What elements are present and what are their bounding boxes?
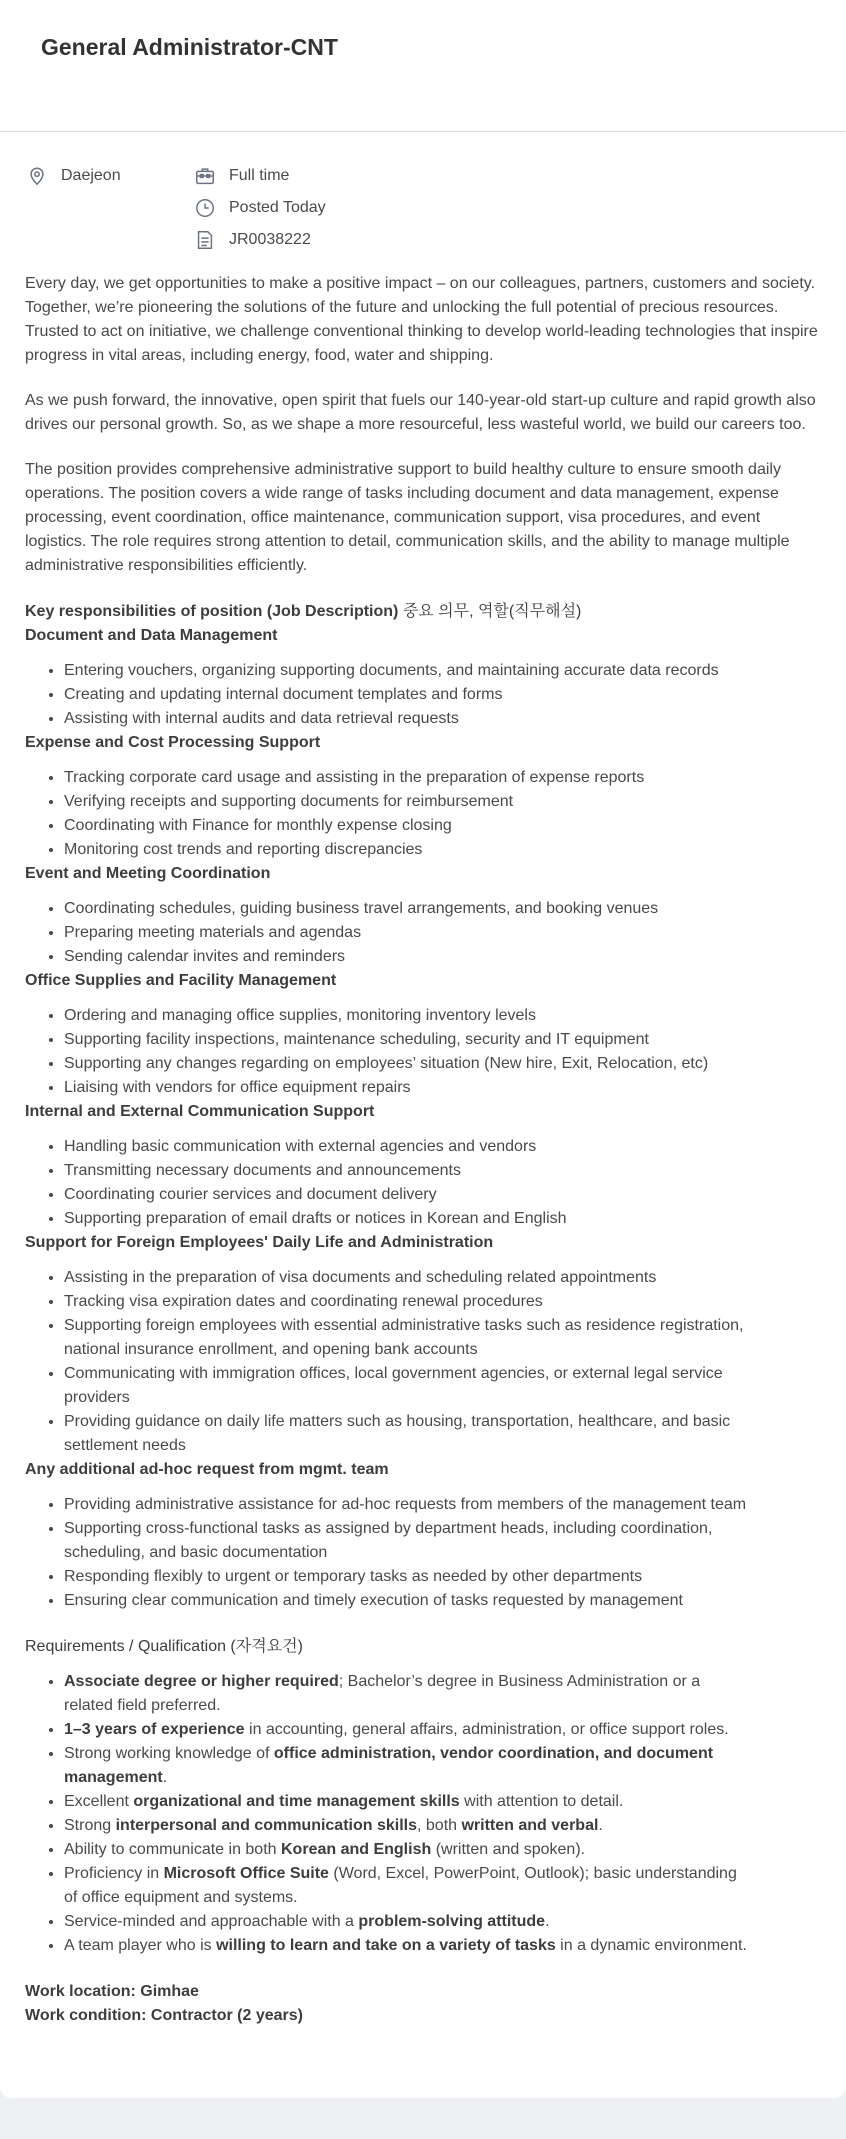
list-item: • Assisting in the preparation of visa documents and scheduling related appointments [64, 1266, 821, 1290]
requirement-item: • Strong working knowledge of office administration, vendor coordination, and document management. [64, 1742, 821, 1790]
posted-item [194, 197, 326, 219]
list-item: • Handling basic communication with external agencies and vendors [64, 1135, 821, 1159]
document-icon [194, 229, 216, 251]
intro-paragraph: The position provides comprehensive administrative support to build healthy culture to ensure smooth daily operations. The position covers a wide range of tasks including document and data management, expense processing, event coordination, office maintenance, communication support, visa procedures, and event logistics. The role requires strong attention to detail, communication skills, and the ability to manage multiple administrative responsibilities efficiently. [25, 461, 790, 574]
work-condition: Work condition: Contractor (2 years) [25, 2007, 303, 2024]
location-item [26, 165, 121, 187]
requirement-item: • Ability to communicate in both Korean and English (written and spoken). [64, 1838, 821, 1862]
list-item: • Ensuring clear communication and timely execution of tasks requested by management [64, 1589, 821, 1613]
section-title: Event and Meeting Coordination [25, 865, 271, 882]
list-item: • Creating and updating internal document templates and forms [64, 683, 821, 707]
list-item: • Coordinating schedules, guiding business travel arrangements, and booking venues [64, 897, 821, 921]
employment-type-text: Full time [229, 167, 290, 184]
section-list [25, 659, 821, 731]
requirement-item: • Excellent organizational and time management skills with attention to detail. [64, 1790, 821, 1814]
list-item: • Supporting any changes regarding on employees’ situation (New hire, Exit, Relocation, etc) [64, 1052, 821, 1076]
job-header [0, 0, 846, 132]
section-list [25, 1266, 821, 1458]
section-list [25, 766, 821, 862]
requirement-item: • Strong interpersonal and communication skills, both written and verbal. [64, 1814, 821, 1838]
list-item: • Supporting facility inspections, maintenance scheduling, security and IT equipment [64, 1028, 821, 1052]
list-item: • Sending calendar invites and reminders [64, 945, 821, 969]
section-title: Office Supplies and Facility Management [25, 972, 337, 989]
list-item: • Assisting with internal audits and data retrieval requests [64, 707, 821, 731]
section-list [25, 1493, 821, 1613]
work-location: Work location: Gimhae [25, 1983, 199, 2000]
list-item: • Tracking corporate card usage and assisting in the preparation of expense reports [64, 766, 821, 790]
list-item: • Verifying receipts and supporting documents for reimbursement [64, 790, 821, 814]
list-item: • Supporting preparation of email drafts or notices in Korean and English [64, 1207, 821, 1231]
list-item: • Liaising with vendors for office equipment repairs [64, 1076, 821, 1100]
job-meta [0, 132, 846, 272]
section-list [25, 1135, 821, 1231]
clock-icon [194, 197, 216, 219]
list-item: • Supporting cross-functional tasks as assigned by department heads, including coordination, scheduling, and basic documentation [64, 1517, 821, 1565]
list-item: • Tracking visa expiration dates and coordinating renewal procedures [64, 1290, 821, 1314]
list-item: • Entering vouchers, organizing supporting documents, and maintaining accurate data records [64, 659, 821, 683]
section-title: Support for Foreign Employees' Daily Life and Administration [25, 1234, 494, 1251]
section-title: Document and Data Management [25, 627, 278, 644]
list-item: • Coordinating courier services and document delivery [64, 1183, 821, 1207]
requirement-item: • A team player who is willing to learn and take on a variety of tasks in a dynamic environment. [64, 1934, 821, 1958]
section-title: Any additional ad-hoc request from mgmt. team [25, 1461, 389, 1478]
req-id-item [194, 229, 311, 251]
briefcase-icon [194, 165, 216, 187]
intro-paragraph: As we push forward, the innovative, open spirit that fuels our 140-year-old start-up culture and rapid growth also drives our personal growth. So, as we shape a more resourceful, less wasteful world, we build our careers too. [25, 392, 816, 433]
requirements-heading: Requirements / Qualification (자격요건) [25, 1638, 303, 1655]
work-info [25, 1980, 821, 2028]
section-title: Expense and Cost Processing Support [25, 734, 321, 751]
job-description [0, 272, 846, 2028]
requirement-item: • Service-minded and approachable with a problem-solving attitude. [64, 1910, 821, 1934]
location-text: Daejeon [61, 167, 121, 184]
list-item: • Monitoring cost trends and reporting discrepancies [64, 838, 821, 862]
list-item: • Communicating with immigration offices, local government agencies, or external legal service providers [64, 1362, 821, 1410]
intro-paragraph: Every day, we get opportunities to make a positive impact – on our colleagues, partners, customers and society. Together, we’re pioneering the solutions of the future and unlocking the full potential of precious resources. Trusted to act on initiative, we challenge conventional thinking to develop world-leading technologies that inspire progress in vital areas, including energy, food, water and shipping. [25, 275, 818, 364]
employment-type-item [194, 165, 289, 187]
list-item: • Providing administrative assistance for ad-hoc requests from members of the management team [64, 1493, 821, 1517]
location-pin-icon [26, 165, 48, 187]
job-title: General Administrator-CNT [41, 34, 338, 60]
section-title: Internal and External Communication Support [25, 1103, 375, 1120]
posted-text: Posted Today [229, 199, 326, 216]
list-item: • Supporting foreign employees with essential administrative tasks such as residence registration, national insurance enrollment, and opening bank accounts [64, 1314, 821, 1362]
section-list [25, 1004, 821, 1100]
list-item: • Ordering and managing office supplies, monitoring inventory levels [64, 1004, 821, 1028]
responsibility-sections [25, 624, 821, 1613]
list-item: • Providing guidance on daily life matters such as housing, transportation, healthcare, and basic settlement needs [64, 1410, 821, 1458]
requirement-item: • Proficiency in Microsoft Office Suite (Word, Excel, PowerPoint, Outlook); basic understanding of office equipment and systems. [64, 1862, 821, 1910]
responsibilities-heading: Key responsibilities of position (Job Description) 중요 의무, 역할(직무해설) [25, 603, 582, 620]
list-item: • Coordinating with Finance for monthly expense closing [64, 814, 821, 838]
requirements-list [25, 1670, 821, 1958]
section-list [25, 897, 821, 969]
requirement-item: • 1–3 years of experience in accounting, general affairs, administration, or office support roles. [64, 1718, 821, 1742]
list-item: • Responding flexibly to urgent or temporary tasks as needed by other departments [64, 1565, 821, 1589]
list-item: • Transmitting necessary documents and announcements [64, 1159, 821, 1183]
list-item: • Preparing meeting materials and agendas [64, 921, 821, 945]
requirement-item: • Associate degree or higher required; Bachelor’s degree in Business Administration or a related field preferred. [64, 1670, 821, 1718]
req-id-text: JR0038222 [229, 231, 311, 248]
